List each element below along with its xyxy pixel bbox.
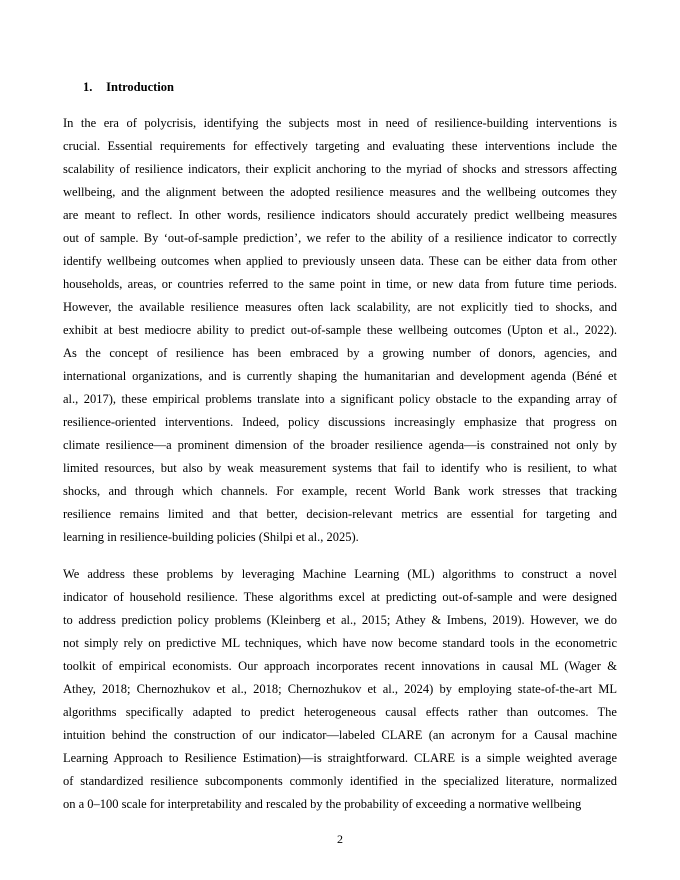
page-number: 2 <box>337 832 343 846</box>
text-line: on a 0–100 scale for interpretability and rescaled by the probability of exceeding a normative wellbeing <box>63 797 582 811</box>
text-line: out of sample. By ‘out-of-sample prediction’, we refer to the ability of a resilience indicator to correctly <box>63 231 617 245</box>
text-line: identify wellbeing outcomes when applied to previously unseen data. These can be either data from other <box>63 254 617 268</box>
text-line: indicator of household resilience. These algorithms excel at predicting out-of-sample and were designed <box>63 590 617 604</box>
text-line: limited resources, but also by weak measurement systems that fail to identify who is resilient, to what <box>63 461 617 475</box>
text-line: crucial. Essential requirements for effectively targeting and evaluating these interventions include the <box>63 139 617 153</box>
text-line: resilience remains limited and that better, decision-relevant metrics are essential for targeting and <box>63 507 617 521</box>
section-number: 1. <box>83 80 93 94</box>
text-line: algorithms specifically adapted to predict heterogeneous causal effects rather than outcomes. The <box>63 705 617 719</box>
paragraph-2 <box>63 563 617 816</box>
text-line: toolkit of empirical economists. Our approach incorporates recent innovations in causal ML (Wager & <box>63 659 617 673</box>
text-line: We address these problems by leveraging Machine Learning (ML) algorithms to construct a novel <box>63 567 617 581</box>
text-line: al., 2017), these empirical problems translate into a significant policy obstacle to the expanding array of <box>63 392 617 406</box>
text-line: Athey, 2018; Chernozhukov et al., 2018; Chernozhukov et al., 2024) by employing state-of-the-art ML <box>63 682 617 696</box>
text-line: exhibit at best mediocre ability to predict out-of-sample these wellbeing outcomes (Upton et al., 2022). <box>63 323 617 337</box>
text-line: international organizations, and is currently shaping the humanitarian and development agenda (Béné et <box>63 369 617 383</box>
text-line: However, the available resilience measures often lack scalability, are not explicitly tied to shocks, and <box>63 300 617 314</box>
text-line: not simply rely on predictive ML techniques, which have now become standard tools in the econometric <box>63 636 617 650</box>
section-heading <box>83 78 174 96</box>
text-line: of standardized resilience subcomponents commonly identified in the specialized literature, normalized <box>63 774 617 788</box>
text-line: climate resilience—a prominent dimension of the broader resilience agenda—is constrained not only by <box>63 438 617 452</box>
text-line: to address prediction policy problems (Kleinberg et al., 2015; Athey & Imbens, 2019). However, we do <box>63 613 617 627</box>
text-line: intuition behind the construction of our indicator—labeled CLARE (an acronym for a Causal machine <box>63 728 617 742</box>
text-line: shocks, and through which channels. For example, recent World Bank work stresses that tracking <box>63 484 617 498</box>
text-line: learning in resilience-building policies (Shilpi et al., 2025). <box>63 530 359 544</box>
text-line: scalability of resilience indicators, their explicit anchoring to the myriad of shocks and stressors affecting <box>63 162 617 176</box>
text-line: wellbeing, and the alignment between the adopted resilience measures and the wellbeing outcomes they <box>63 185 617 199</box>
section-title: Introduction <box>106 80 174 94</box>
text-line: In the era of polycrisis, identifying the subjects most in need of resilience-building interventions is <box>63 116 617 130</box>
text-line: Learning Approach to Resilience Estimation)—is straightforward. CLARE is a simple weighted average <box>63 751 617 765</box>
text-line: As the concept of resilience has been embraced by a growing number of donors, agencies, and <box>63 346 617 360</box>
text-line: households, areas, or countries referred to the same point in time, or new data from future time periods. <box>63 277 617 291</box>
text-line: are meant to reflect. In other words, resilience indicators should accurately predict wellbeing measures <box>63 208 617 222</box>
text-line: resilience-oriented interventions. Indeed, policy discussions increasingly emphasize that progress on <box>63 415 617 429</box>
paragraph-1 <box>63 112 617 549</box>
